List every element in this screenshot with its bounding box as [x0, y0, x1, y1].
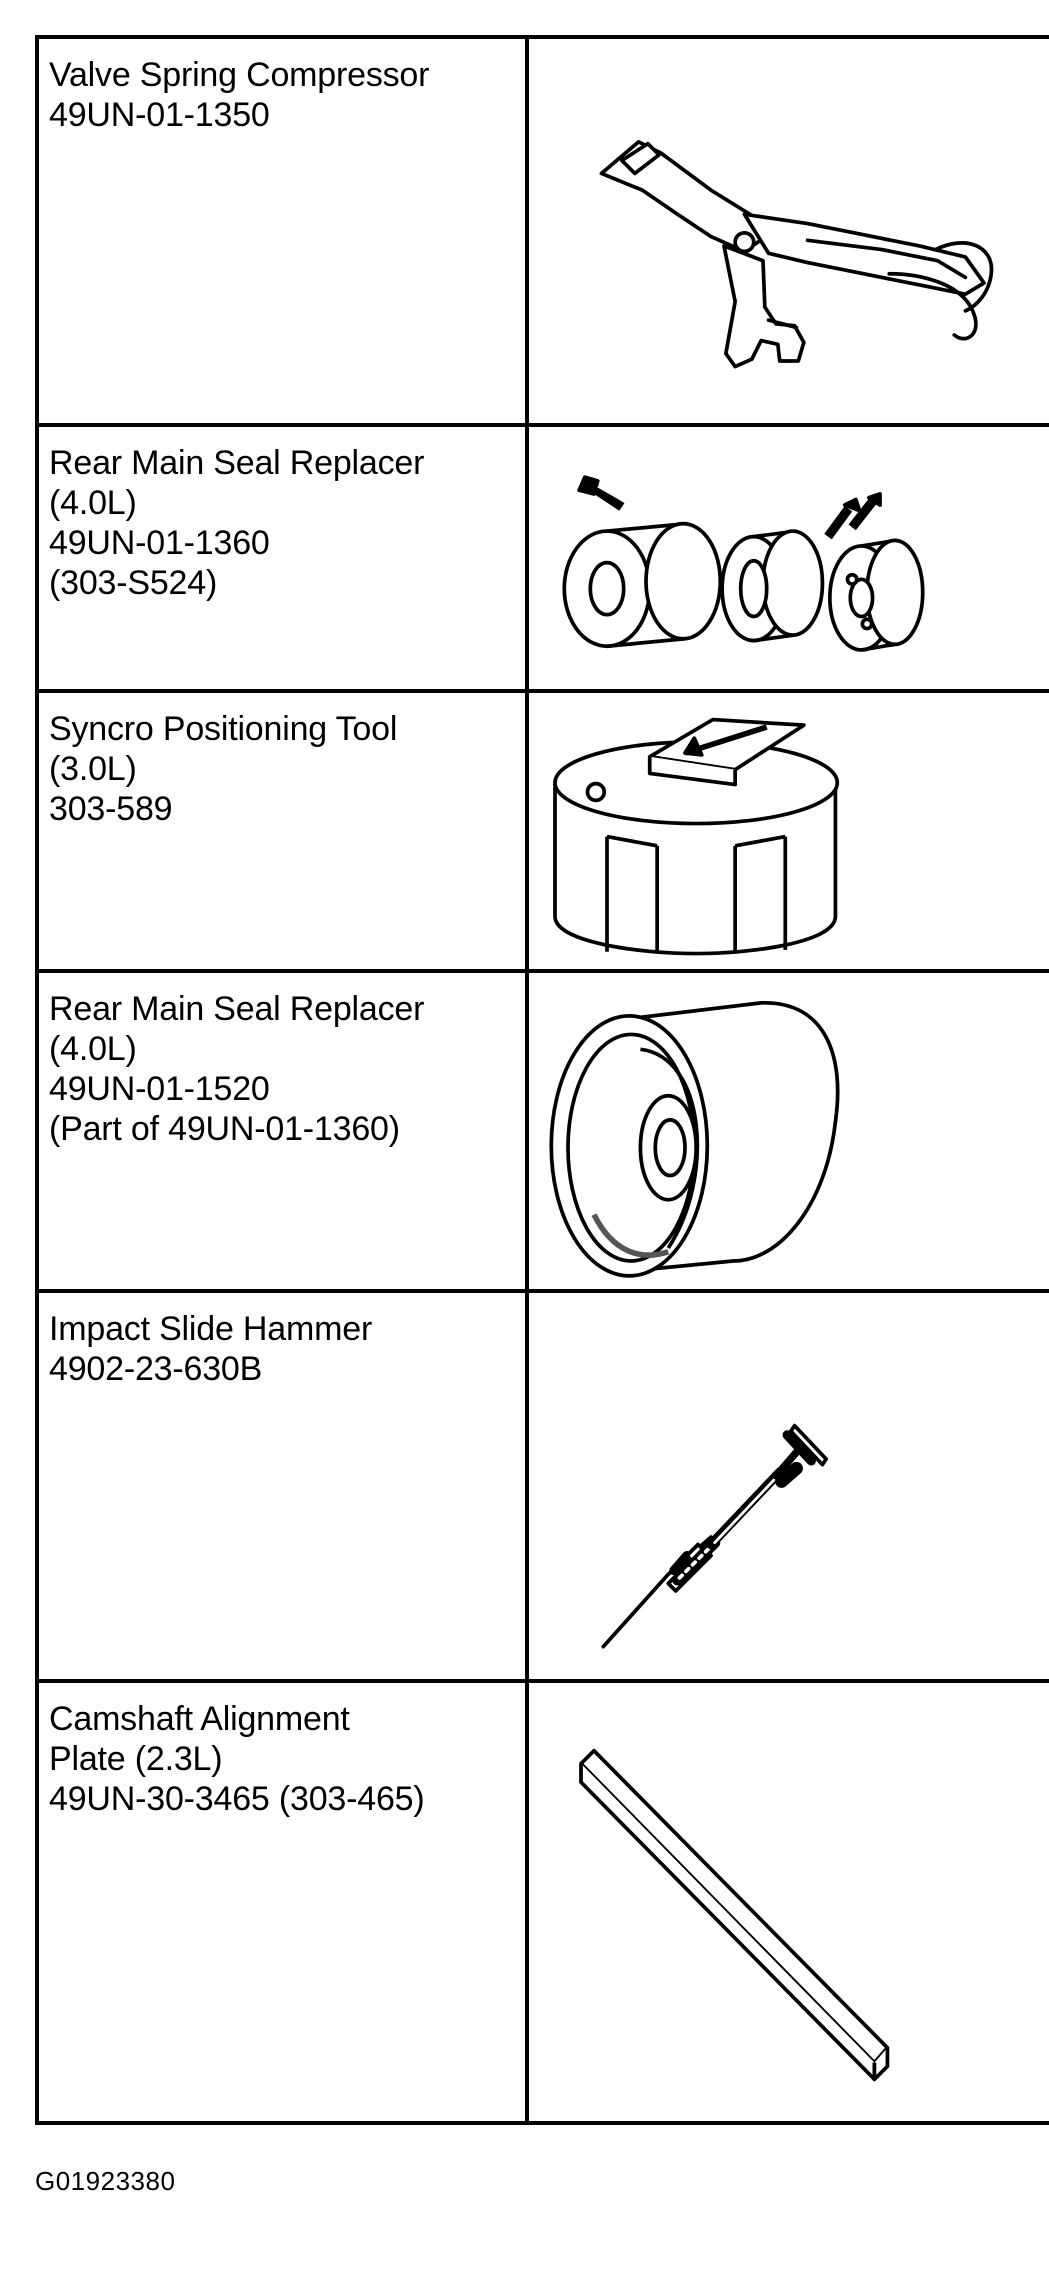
tool-part-number: 49UN-01-1520 — [49, 1070, 270, 1108]
figure-id: G01923380 — [35, 2166, 176, 2196]
tool-engine: (3.0L) — [49, 750, 137, 788]
tool-name: Rear Main Seal Replacer — [49, 444, 425, 482]
tool-part-number: 49UN-01-1350 — [49, 96, 270, 134]
tool-part-number: 4902-23-630B — [49, 1350, 263, 1388]
tool-description-cell — [39, 693, 529, 973]
special-tools-table — [35, 35, 1049, 2125]
camshaft-alignment-plate-icon — [529, 1683, 1049, 2121]
tool-description-cell — [39, 1683, 529, 2121]
tool-name: Camshaft Alignment — [49, 1700, 350, 1738]
impact-slide-hammer-icon — [529, 1293, 1049, 1679]
tool-engine: (4.0L) — [49, 484, 137, 522]
valve-spring-compressor-icon — [529, 39, 1049, 423]
tool-part-number: 49UN-01-1360 — [49, 524, 270, 562]
tool-description-cell — [39, 427, 529, 693]
tool-illustration-cell — [529, 693, 1049, 973]
tool-note: (Part of 49UN-01-1360) — [49, 1110, 400, 1148]
tool-alt-part-number: (303-S524) — [49, 564, 218, 602]
tool-name: Rear Main Seal Replacer — [49, 990, 425, 1028]
tool-part-number: 303-589 — [49, 790, 173, 828]
syncro-positioning-tool-icon — [529, 693, 1049, 969]
tool-description-cell — [39, 1293, 529, 1683]
rear-main-seal-replacer-kit-icon — [529, 427, 1049, 689]
tool-engine: (4.0L) — [49, 1030, 137, 1068]
tool-illustration-cell — [529, 1293, 1049, 1683]
tool-name: Impact Slide Hammer — [49, 1310, 373, 1348]
tool-illustration-cell — [529, 973, 1049, 1293]
tool-illustration-cell — [529, 427, 1049, 693]
rear-main-seal-replacer-icon — [529, 973, 1049, 1289]
tool-name: Syncro Positioning Tool — [49, 710, 398, 748]
tool-part-number: 49UN-30-3465 (303-465) — [49, 1780, 425, 1818]
tool-engine: Plate (2.3L) — [49, 1740, 223, 1778]
tool-description-cell — [39, 39, 529, 427]
tool-illustration-cell — [529, 39, 1049, 427]
tool-illustration-cell — [529, 1683, 1049, 2121]
tool-description-cell — [39, 973, 529, 1293]
tool-name: Valve Spring Compressor — [49, 56, 430, 94]
